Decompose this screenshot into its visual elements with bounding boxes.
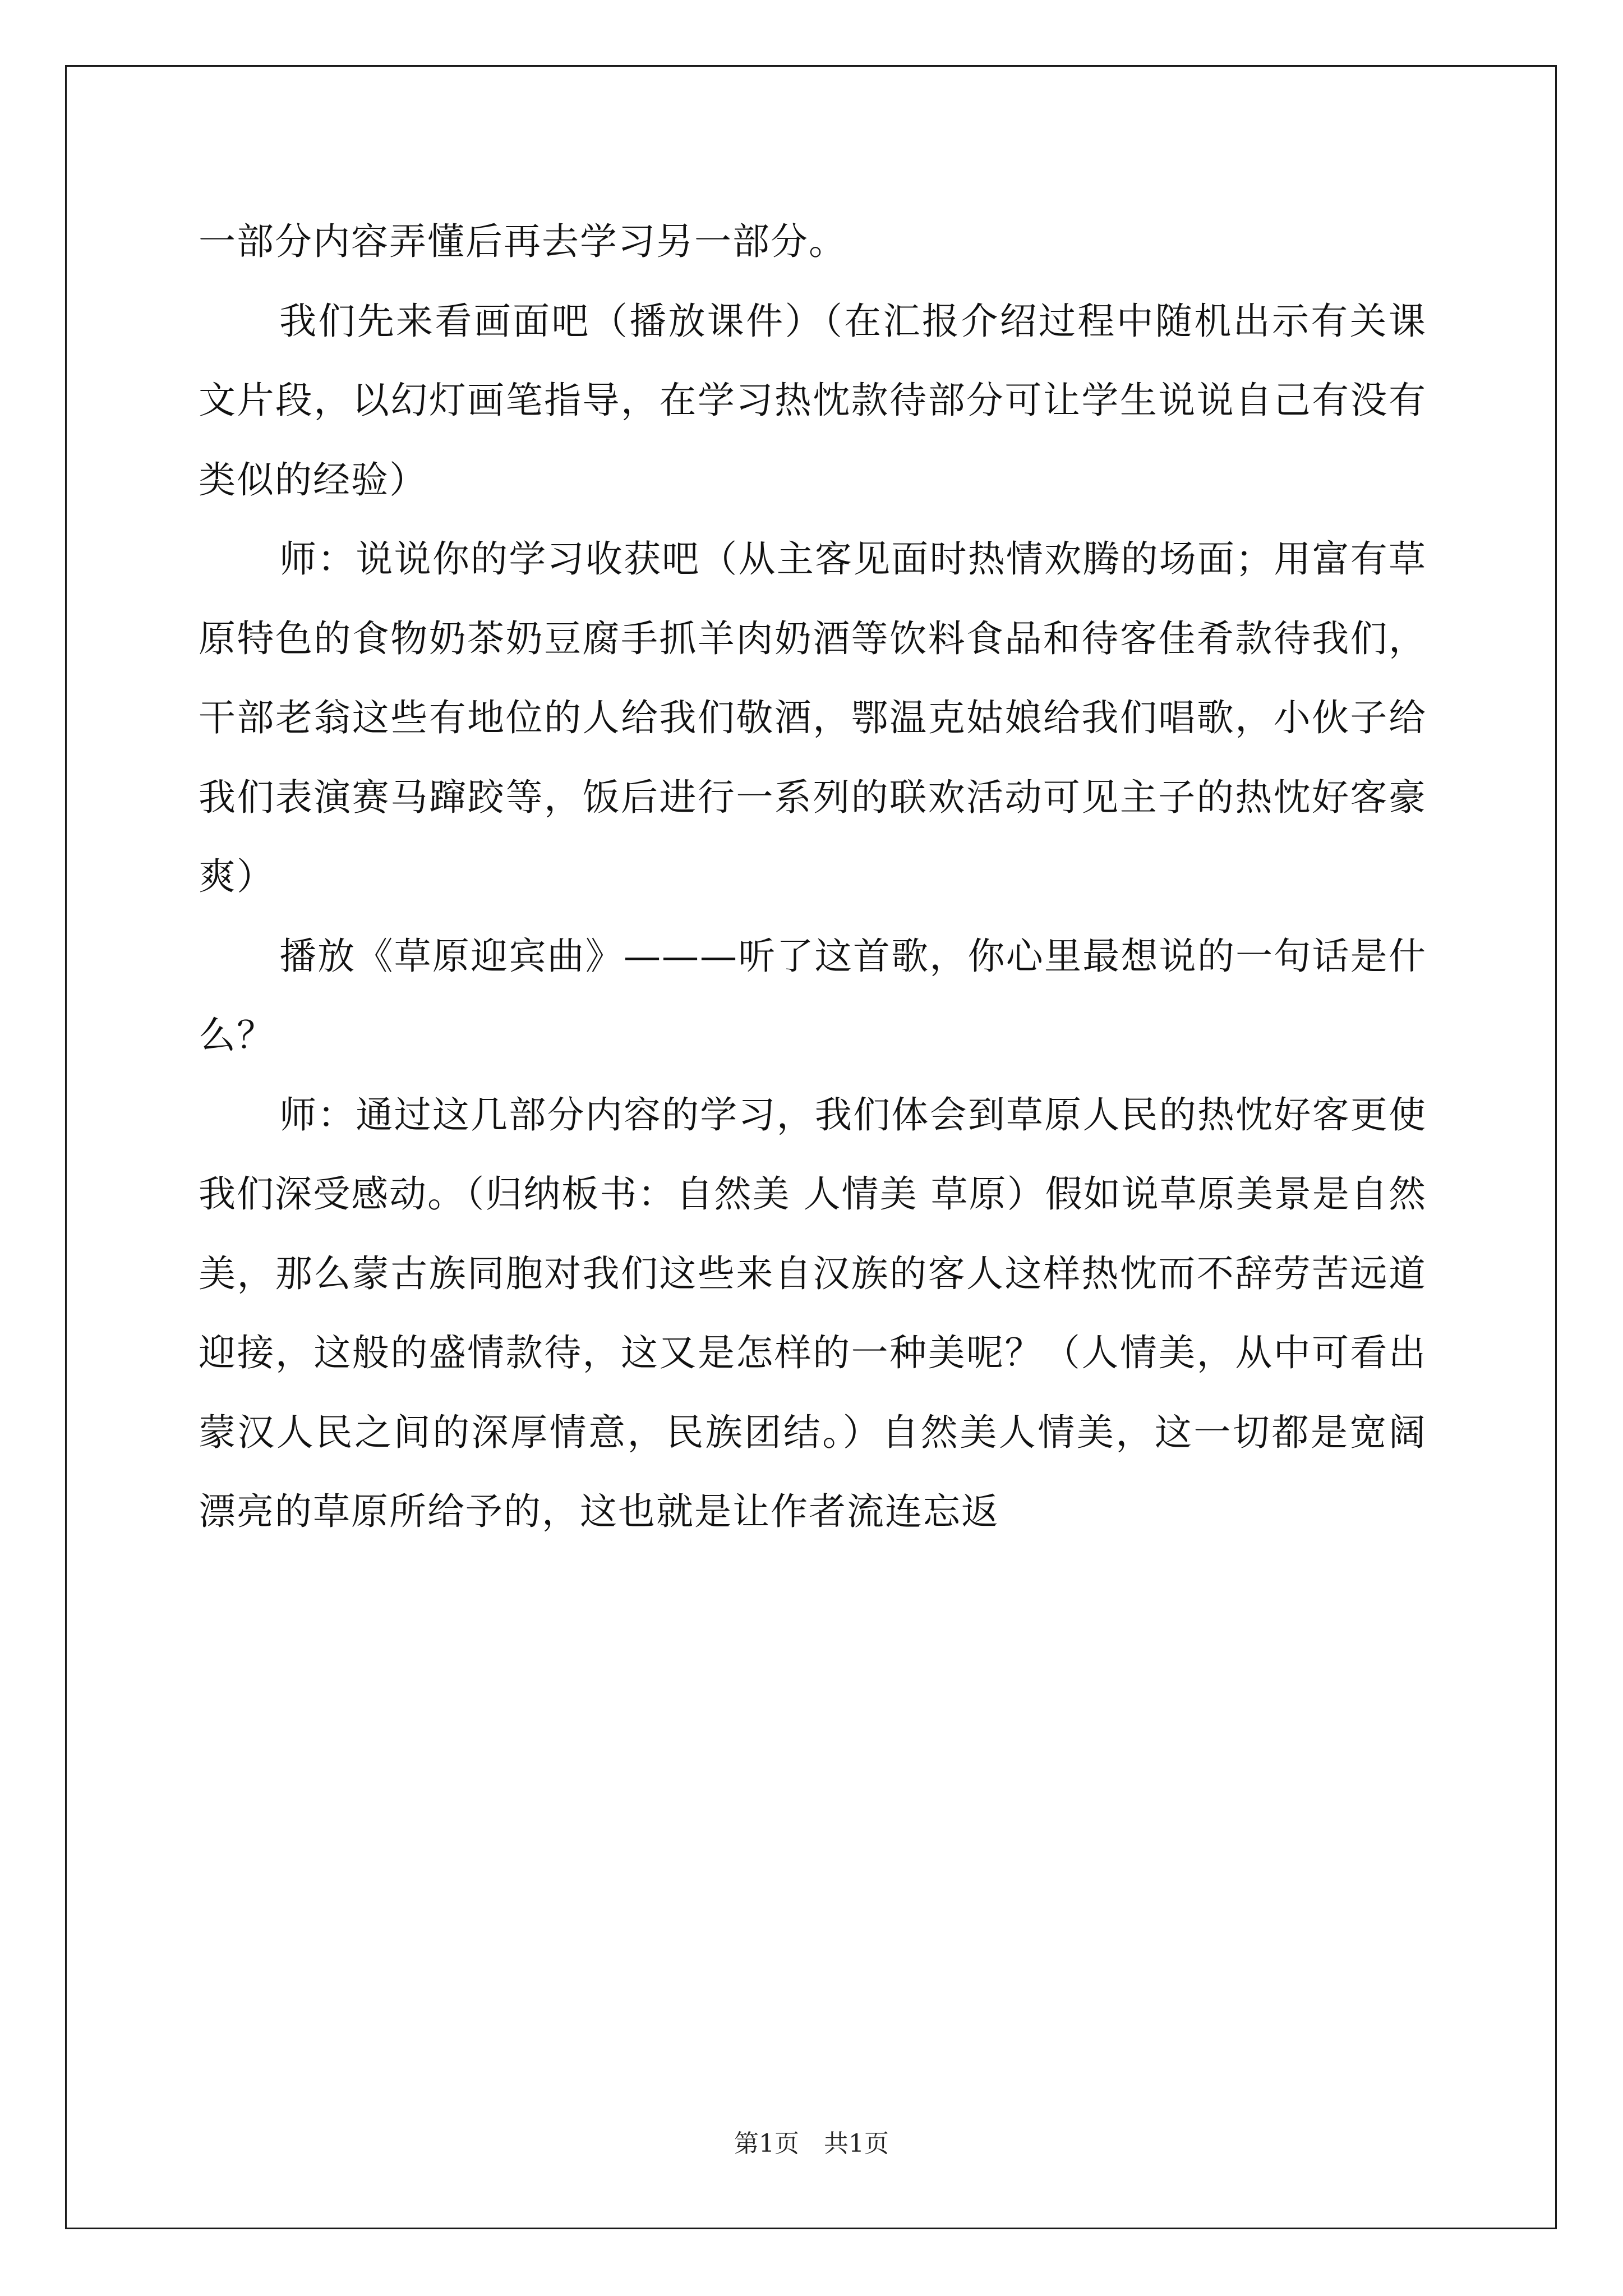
paragraph-1: 一部分内容弄懂后再去学习另一部分。	[199, 220, 847, 263]
document-body	[199, 202, 1427, 1552]
paragraph-4: 播放《草原迎宾曲》———听了这首歌，你心里最想说的一句话是什么？	[199, 934, 1427, 1057]
paragraph-3: 师：说说你的学习收获吧（从主客见面时热情欢腾的场面；用富有草原特色的食物奶茶奶豆腐手抓羊肉奶酒等饮料食品和待客佳肴款待我们，干部老翁这些有地位的人给我们敬酒，鄂温克姑娘给我们唱歌，小伙子给我们表演赛马蹿跤等，饭后进行一系列的联欢活动可见主子的热忱好客豪爽）	[199, 537, 1427, 898]
paragraph-5: 师：通过这几部分内容的学习，我们体会到草原人民的热忱好客更使我们深受感动。（归纳板书：自然美 人情美 草原）假如说草原美景是自然美，那么蒙古族同胞对我们这些来自汉族的客人这样热忱而不辞劳苦远道迎接，这般的盛情款待，这又是怎样的一种美呢？（人情美，从中可看出蒙汉人民之间的深厚情意，民族团结。）自然美人情美，这一切都是宽阔漂亮的草原所给予的，这也就是让作者流连忘返	[199, 1093, 1427, 1533]
paragraph-2: 我们先来看画面吧（播放课件）（在汇报介绍过程中随机出示有关课文片段，以幻灯画笔指导，在学习热忱款待部分可让学生说说自己有没有类似的经验）	[199, 299, 1427, 501]
page-number: 第1页	[734, 2129, 799, 2158]
page-footer	[0, 2127, 1623, 2161]
page-total: 共1页	[824, 2129, 889, 2158]
